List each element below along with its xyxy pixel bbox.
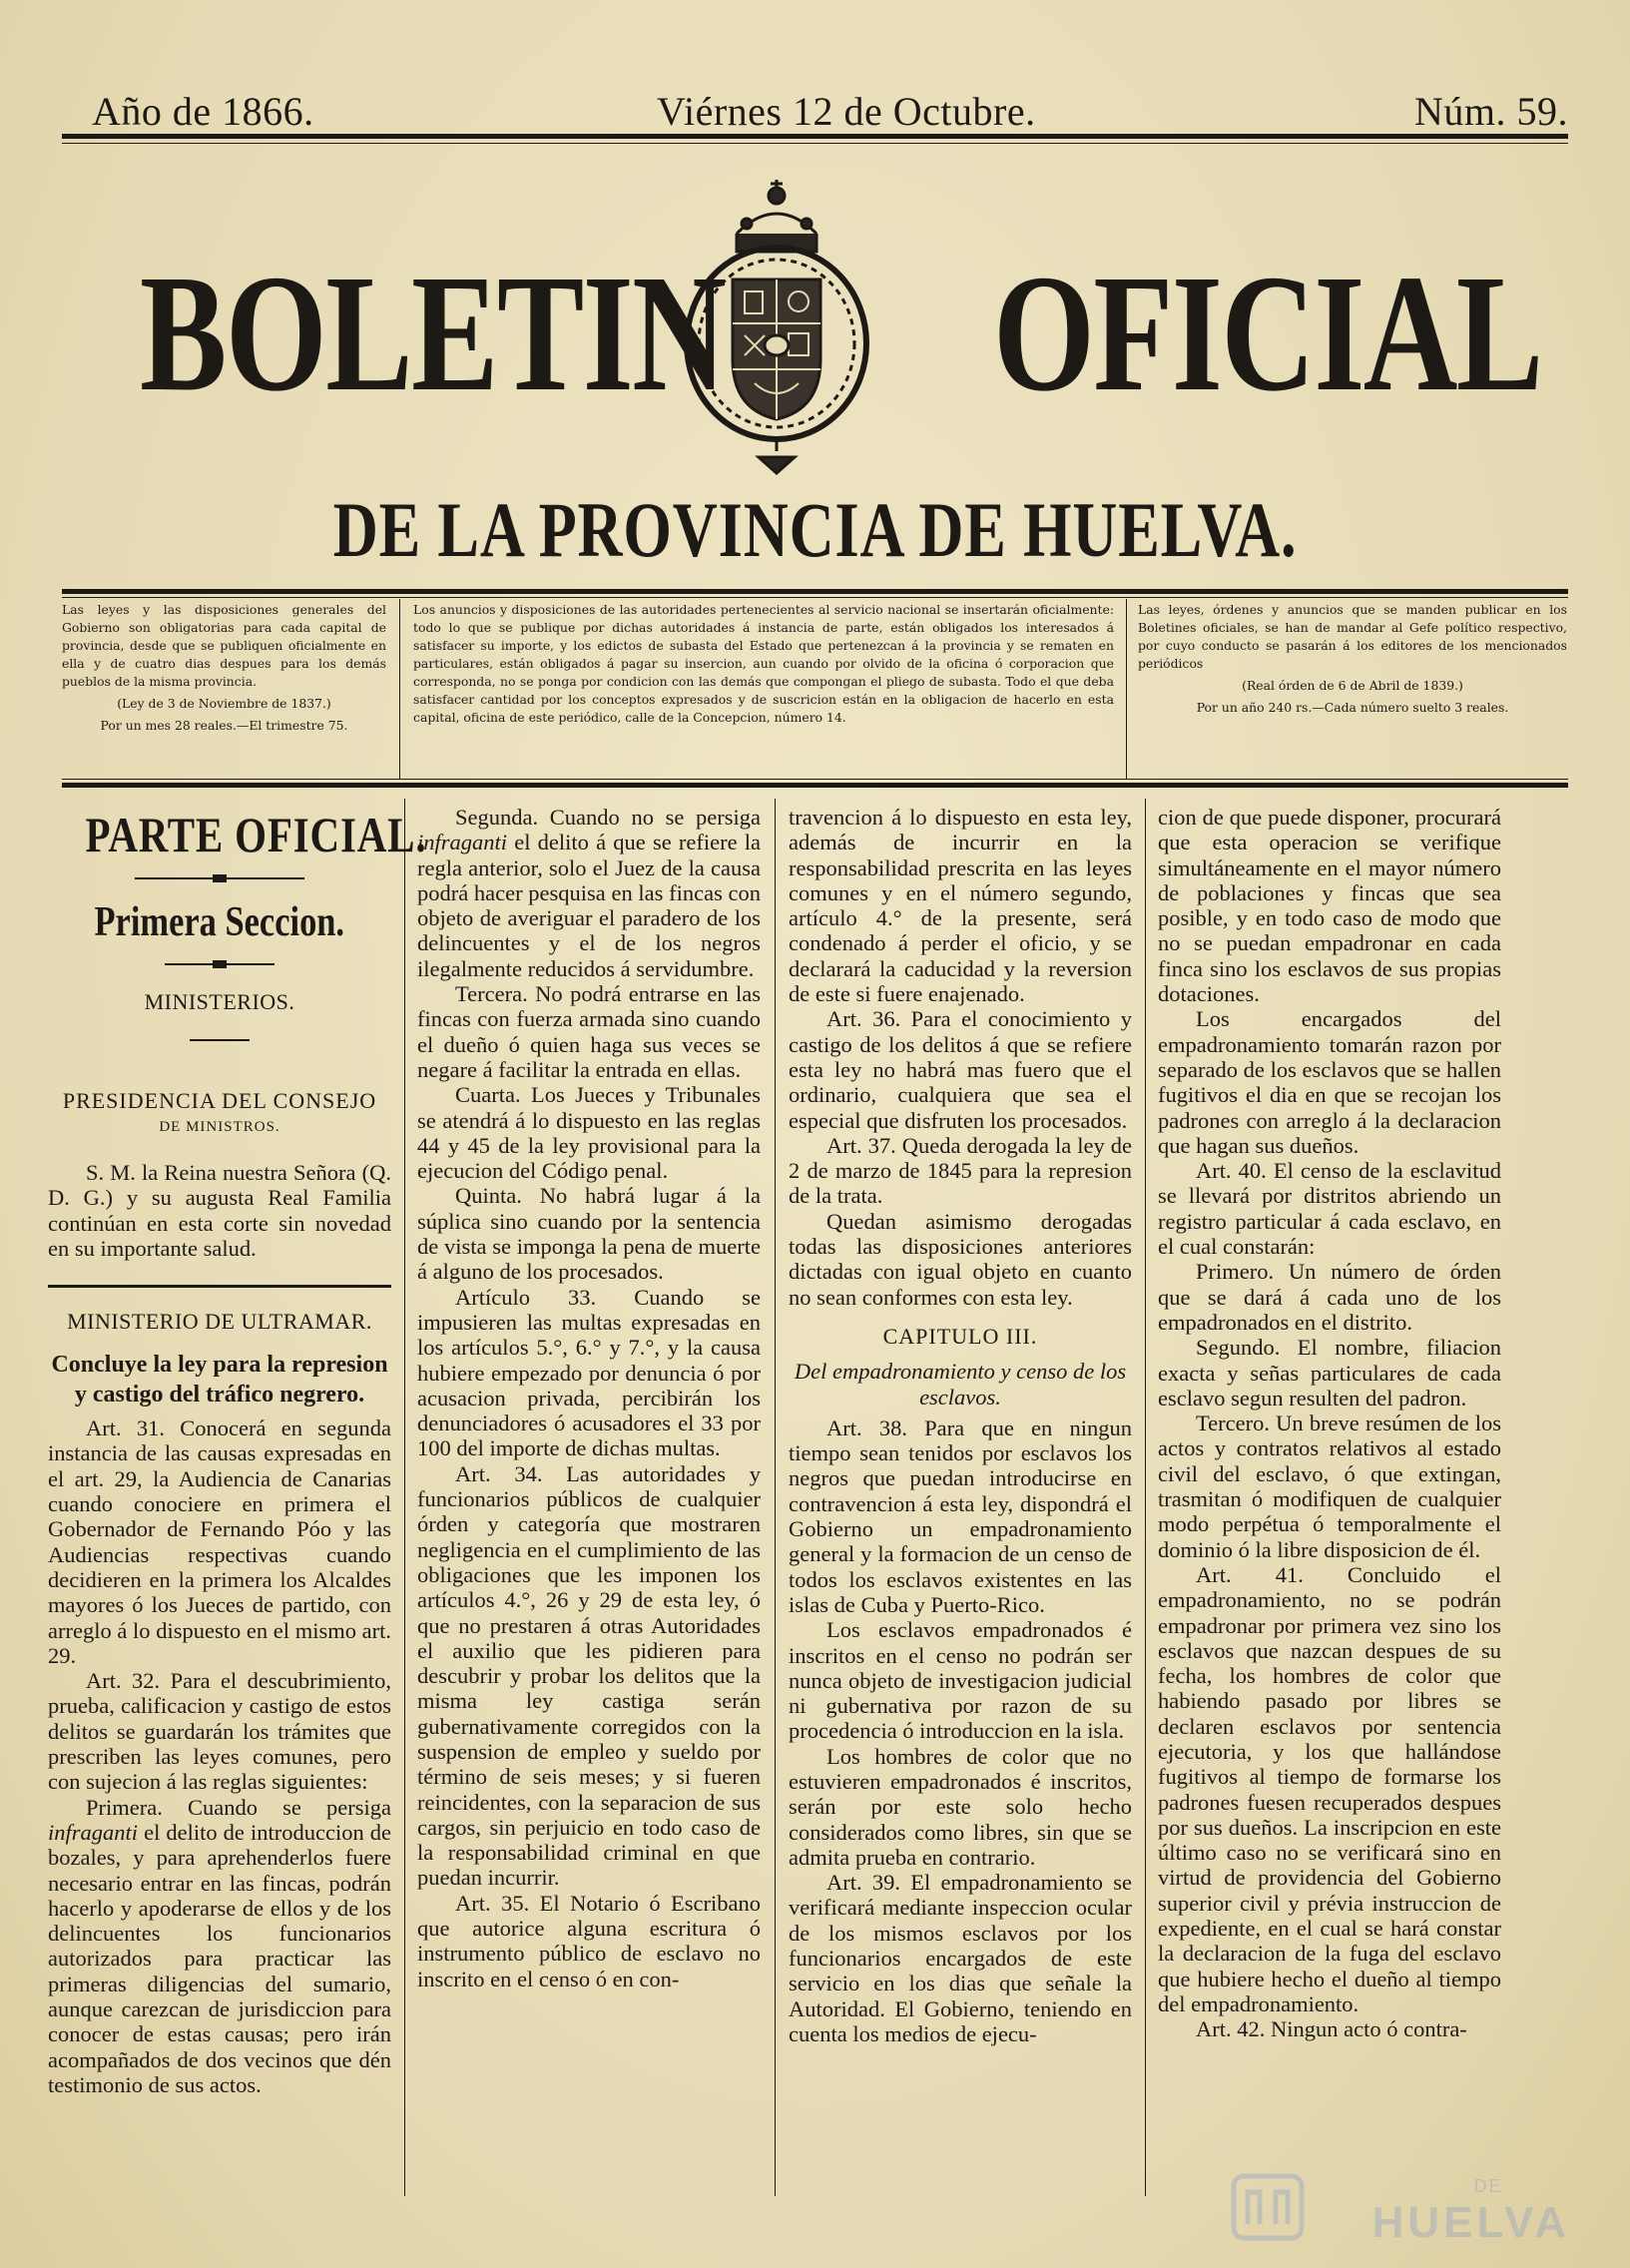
masthead-left-word: BOLETIN: [140, 241, 726, 426]
rule-top-thin: [62, 143, 1568, 144]
paragraph-tercera: Tercera. No podrá entrarse en las fincas con fuerza armada sino cuando el dueño ó quien haga sus veces se negare á facilitar la entrada en ellas.: [417, 981, 761, 1082]
notice-divider-1: [399, 599, 400, 779]
section-heading-parte-oficial: PARTE OFICIAL.: [85, 807, 427, 862]
paragraph-art-42: Art. 42. Ningun acto ó contra-: [1196, 2016, 1467, 2042]
paragraph-art-35: Art. 35. El Notario ó Escribano que autorice alguna escritura ó instrumento público de esclavo no inscrito en el censo ó en con-: [417, 1890, 761, 1991]
heading-concluye-ley: Concluye la ley para la represion y castigo del tráfico negrero.: [51, 1352, 388, 1409]
paragraph-continuation: travencion á lo dispuesto en esta ley, además de incurrir en la responsabilidad prescrita en las leyes comunes y en el número segundo, artículo 4.° de la presente, será condenado á perder el oficio, y se declarará la caducidad y la reversion de este si fuere enajenado.: [789, 805, 1132, 1007]
royal-coat-of-arms-icon: [675, 174, 878, 479]
heading-ministerio-ultramar: MINISTERIO DE ULTRAMAR.: [67, 1309, 372, 1335]
notice-left-text: Las leyes y las disposiciones generales del Gobierno son obligatorias para cada capital de provincia, desde que se publiquen oficialmente en ella y de cuatro dias despues para los demás pueblos de la misma provincia.: [62, 602, 386, 689]
notice-right-reference: (Real órden de 6 de Abril de 1839.): [1242, 678, 1463, 693]
heading-capitulo-iii: CAPITULO III.: [882, 1323, 1038, 1349]
archive-watermark-icon: [1228, 2166, 1308, 2246]
separator-rule: [48, 1285, 391, 1288]
ornament-divider-icon: [48, 870, 391, 886]
issue-number: Núm. 59.: [1414, 89, 1568, 134]
masthead-subtitle: DE LA PROVINCIA DE HUELVA.: [332, 486, 1298, 573]
notice-right-price: Por un año 240 rs.—Cada número suelto 3 reales.: [1196, 700, 1509, 715]
paragraph-cuarta: Cuarta. Los Jueces y Tribunales se atendrá á lo dispuesto en las reglas 44 y 45 de la ley provisional para la ejecucion del Código penal.: [417, 1082, 761, 1184]
paragraph-art-40: Art. 40. El censo de la esclavitud se llevará por distritos abriendo un registro particular á cada esclavo, en el cual constarán:: [1158, 1158, 1501, 1260]
notice-left-price: Por un mes 28 reales.—El trimestre 75.: [100, 718, 348, 733]
notice-divider-2: [1126, 599, 1127, 779]
rule-top-thick: [62, 134, 1568, 139]
rule-notice-bottom-thick: [62, 783, 1568, 788]
paragraph-encargados: Los encargados del empadronamiento tomarán razon por separado de los esclavos que se hallen fugitivos el dia en que se recojan los padrones con arreglo á la declaracion que hagan sus dueños.: [1158, 1006, 1501, 1158]
column-4: [1158, 805, 1501, 2042]
paragraph-primero: Primero. Un número de órden que se dará á cada uno de los empadronados en el distrito.: [1158, 1259, 1501, 1335]
paragraph-tercero: Tercero. Un breve resúmen de los actos y contratos relativos al estado civil del esclavo, ó que extingan, trasmitan ó modifiquen de cualquier modo perpétua ó temporalmente el dominio ó la libre disposicion de él.: [1158, 1411, 1501, 1562]
paragraph-segunda: Segunda. Cuando no se persiga infraganti el delito á que se refiere la regla anterior, solo el Juez de la causa podrá hacer pesquisa en las fincas con objeto de averiguar el paradero de los delincuentes y el de los negros ilegalmente reducidos á servidumbre.: [417, 805, 761, 981]
paragraph-art-38: Art. 38. Para que en ningun tiempo sean tenidos por esclavos los negros que puedan introducirse en contravencion á esta ley, dispondrá el Gobierno un empadronamiento general y la formacion de un censo de todos los esclavos existentes en las islas de Cuba y Puerto-Rico.: [789, 1415, 1132, 1617]
paragraph-esclavos: Los esclavos empadronados é inscritos en el censo no podrán ser nunca objeto de investigacion judicial ni gubernativa por razon de su procedencia ó introduccion en la isla.: [789, 1617, 1132, 1744]
column-divider-2: [775, 799, 776, 2196]
paragraph-segundo: Segundo. El nombre, filiacion exacta y señas particulares de cada esclavo segun resulten del padron.: [1158, 1335, 1501, 1411]
notice-right-text: Las leyes, órdenes y anuncios que se manden publicar en los Boletines oficiales, se han de mandar al Gefe político respectivo, por cuyo conducto se pasarán á los editores de los mencionados periódicos: [1138, 602, 1567, 671]
year-label: Año de 1866.: [92, 89, 314, 134]
masthead-right-word: OFICIAL: [993, 241, 1542, 426]
paragraph-hombres: Los hombres de color que no estuvieren empadronados é inscritos, serán por este solo hecho considerados como libres, sin que se admita prueba en contrario.: [789, 1743, 1132, 1870]
archive-watermark: DE HUELVA: [1371, 2176, 1570, 2247]
section-heading-primera-seccion: Primera Seccion.: [94, 899, 345, 945]
heading-presidencia: PRESIDENCIA DEL CONSEJO DE MINISTROS.: [62, 1088, 377, 1135]
notice-center: [413, 601, 1114, 727]
paragraph-art-33: Artículo 33. Cuando se impusieren las multas expresadas en los artículos 5.°, 6.° y 7.°, y la causa hubiere empezado por denuncia ó por acusacion privada, percibirán los denunciadores ó acusadores el 33 por 100 del importe de dichas multas.: [417, 1284, 761, 1461]
date-label: Viérnes 12 de Octubre.: [657, 89, 1036, 134]
rule-mast-bottom: [62, 589, 1568, 594]
notice-center-text: Los anuncios y disposiciones de las autoridades pertenecientes al servicio nacional se insertarán oficialmente: todo lo que se publique por dichas autoridades á instancia de parte, están obligados los interesados á satisfacer su importe, y los edictos de subasta del Estado que pertenezcan á la provincia y se rematen en particulares, están obligados á pagar su insercion, aun cuando por olvido de la oficina ó corporacion que corresponda, no se ponga por condicion con las demás que compongan el pliego de subasta. Todo el que deba satisfacer cantidad por los conceptos expresados y de suscricion están en la obligacion de hacerlo en esta capital, oficina de este periódico, calle de la Concepcion, número 14.: [413, 602, 1114, 725]
column-1: [48, 805, 427, 2097]
paragraph-art-31: Art. 31. Conocerá en segunda instancia de las causas expresadas en el art. 29, la Audiencia de Canarias cuando conociere en primera el Gobernador de Fernando Póo y las Audiencias respectivas cuando decidieren en la primera los Alcaldes mayores ó los Jueces de partido, con arreglo á lo dispuesto en el mismo art. 29.: [48, 1416, 391, 1668]
paragraph-art-34: Art. 34. Las autoridades y funcionarios públicos de cualquier órden y categoría que mostraren negligencia en el cumplimiento de las obligaciones que les imponen los artículos 4.°, 26 y 29 de esta ley, ó que no prestaren á otras Autoridades el auxilio que les pidieren para descubrir y probar los delitos que la misma ley castiga serán gubernativamente corregidos con la suspension de empleo y sueldo por término de seis meses; y si fueren reincidentes, con la separacion de sus cargos, sin perjuicio en todo caso de la responsabilidad criminal en que puedan incurrir.: [417, 1460, 761, 1891]
paragraph-quedan: Quedan asimismo derogadas todas las disposiciones anteriores dictadas con igual objeto en cuanto no sean conformes con esta ley.: [789, 1208, 1132, 1310]
notice-left: [62, 601, 386, 735]
paragraph-quinta: Quinta. No habrá lugar á la súplica sino cuando por la sentencia de vista se imponga la pena de muerte á alguno de los procesados.: [417, 1183, 761, 1285]
rule-notice-bottom: [62, 779, 1568, 780]
paragraph-art-41: Art. 41. Concluido el empadronamiento, no se podrán empadronar por primera vez sino los esclavos que nazcan despues de su fecha, los hombres de color que habiendo pasado por libres se declaren esclavos por sentencia ejecutoria, y los que hallándose fugitivos al tiempo de formarse los padrones fuesen recuperados despues por sus dueños. La inscripcion en este último caso no se verificará sino en virtud de providencia del Gobierno superior civil y prévia instruccion de expediente, en el cual se hará constar la declaracion de la fuga del esclavo que hubiere hecho el dueño al tiempo del empadronamiento.: [1158, 1561, 1501, 2016]
heading-empadronamiento: Del empadronamiento y censo de los esclavos.: [794, 1359, 1127, 1410]
notice-right: [1138, 601, 1567, 717]
paragraph-art-37: Art. 37. Queda derogada la ley de 2 de marzo de 1845 para la represion de la trata.: [789, 1132, 1132, 1209]
notice-left-reference: (Ley de 3 de Noviembre de 1837.): [117, 696, 331, 711]
short-rule: [48, 1032, 391, 1048]
column-3: [789, 805, 1132, 2046]
paragraph-art-36: Art. 36. Para el conocimiento y castigo de los delitos á que se refiere esta ley no habrá mas fuero que el ordinario, cualquiera que sea el especial que disfruten los procesados.: [789, 1006, 1132, 1133]
paragraph-art-32: Art. 32. Para el descubrimiento, prueba, calificacion y castigo de estos delitos se guardarán los trámites que prescriben las leyes comunes, pero con sujecion á las reglas siguientes:: [48, 1668, 391, 1795]
heading-ministerios: MINISTERIOS.: [144, 989, 295, 1014]
paragraph-reina: S. M. la Reina nuestra Señora (Q. D. G.) y su augusta Real Familia continúan en esta corte sin novedad en su importante salud.: [48, 1160, 391, 1261]
column-divider-1: [404, 799, 405, 2196]
paragraph-primera: Primera. Cuando se persiga infraganti el delito de introduccion de bozales, y para aprehenderlos fuere necesario entrar en las fincas, podrán hacerlo y apoderarse de ellos y de los delincuentes los funcionarios autorizados para practicar las primeras diligencias del sumario, aunque carezcan de jurisdiccion para conocer de estas causas; pero irán acompañados de dos vecinos que dén testimonio de sus actos.: [48, 1794, 391, 2097]
paragraph-art-39: Art. 39. El empadronamiento se verificará mediante inspeccion ocular de los mismos esclavos por los funcionarios encargados de este servicio en los dias que señale la Autoridad. El Gobierno, teniendo en cuenta los medios de ejecu-: [789, 1870, 1132, 2046]
paragraph-continuation: cion de que puede disponer, procurará que esta operacion se verifique simultáneamente en el mayor número de poblaciones y fincas que sea posible, y en todo caso de modo que no se puedan empadronar en cada finca sino los esclavos de sus propias dotaciones.: [1158, 805, 1501, 1007]
rule-mast-bottom-thin: [62, 597, 1568, 598]
ornament-divider-icon: [48, 956, 391, 972]
column-2: [417, 805, 761, 1991]
column-divider-3: [1145, 799, 1146, 2196]
